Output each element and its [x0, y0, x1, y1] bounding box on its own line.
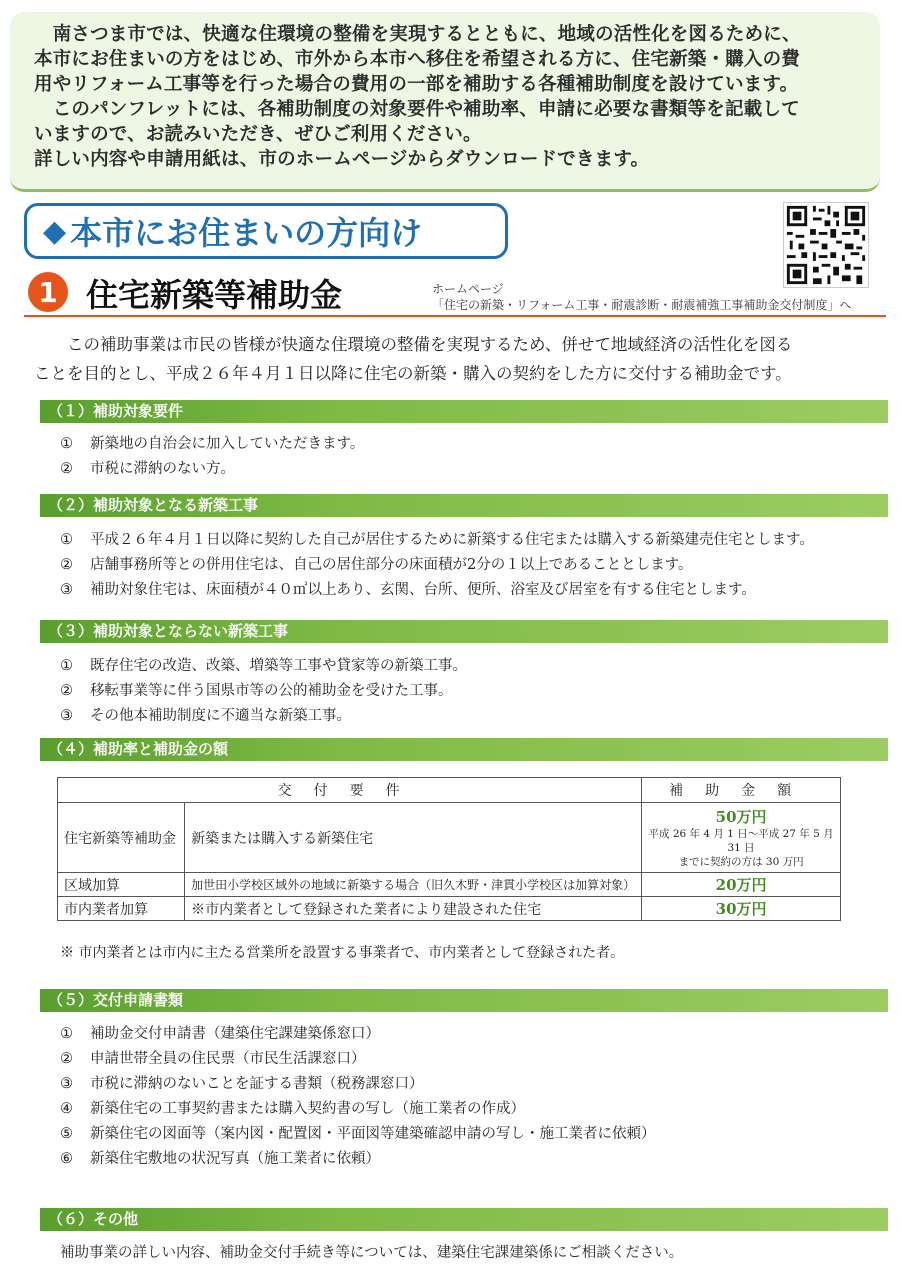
row-amount: 20万円	[642, 873, 841, 897]
row-condition: 新築または購入する新築住宅	[185, 803, 642, 873]
item-marker: ③	[60, 1076, 73, 1092]
table-row	[58, 873, 841, 897]
item-marker: ①	[60, 436, 73, 452]
section-bar-other: （６）その他	[40, 1208, 888, 1231]
list-item	[60, 1124, 656, 1144]
list-item	[60, 530, 814, 550]
list-item	[60, 1099, 525, 1119]
diamond-icon: ◆	[43, 213, 67, 249]
list-item	[60, 1074, 424, 1094]
row-name: 住宅新築等補助金	[58, 803, 185, 873]
list-item	[60, 434, 364, 454]
item-text: その他本補助制度に不適当な新築工事。	[90, 708, 351, 724]
item-marker: ②	[60, 683, 73, 699]
intro-line: 用やリフォーム工事等を行った場合の費用の一部を補助する各種補助制度を設けています。	[34, 74, 799, 95]
item-text: 新築住宅敷地の状況写真（施工業者に依頼）	[90, 1151, 380, 1167]
row-amount: 30万円	[642, 897, 841, 921]
item-marker: ①	[60, 658, 73, 674]
row-name: 市内業者加算	[58, 897, 185, 921]
list-item	[60, 580, 756, 600]
intro-line: このパンフレットには、各補助制度の対象要件や補助率、申請に必要な書類等を記載して	[34, 99, 800, 120]
item-marker: ①	[60, 532, 73, 548]
table-header-amount: 補助金額	[642, 778, 841, 803]
audience-banner	[24, 203, 508, 259]
table-row	[58, 897, 841, 921]
item-marker: ②	[60, 1051, 73, 1067]
homepage-path: 「住宅の新築・リフォーム工事・耐震診断・耐震補強工事補助金交付制度」へ	[432, 298, 852, 312]
closing-text: 補助事業の詳しい内容、補助金交付手続き等については、建築住宅課建築係にご相談ください。	[60, 1245, 684, 1261]
section-bar-grant-amount: （４）補助率と補助金の額	[40, 738, 888, 761]
lead-line: ことを目的とし、平成２６年４月１日以降に住宅の新築・購入の契約をした方に交付する補助金です。	[34, 364, 792, 383]
audience-label: 本市にお住まいの方向け	[70, 214, 423, 252]
table-row	[58, 803, 841, 873]
row-amount: 50万円	[715, 808, 767, 826]
row-condition: ※市内業者として登録された業者により建設された住宅	[185, 897, 642, 921]
table-header-conditions: 交付要件	[58, 778, 642, 803]
item-marker: ③	[60, 582, 73, 598]
list-item	[60, 681, 453, 701]
item-marker: ②	[60, 461, 73, 477]
item-marker: ⑥	[60, 1151, 73, 1167]
row-amount-cell	[642, 803, 841, 873]
item-text: 新築住宅の工事契約書または購入契約書の写し（施工業者の作成）	[90, 1101, 525, 1117]
amount-note: までに契約の方は 30 万円	[678, 856, 804, 868]
page-title: 住宅新築等補助金	[86, 276, 343, 314]
item-marker: ④	[60, 1101, 73, 1117]
list-item	[60, 1049, 366, 1069]
lead-line: この補助事業は市民の皆様が快適な住環境の整備を実現するため、併せて地域経済の活性化を図る	[34, 335, 793, 354]
item-text: 既存住宅の改造、改築、増築等工事や貸家等の新築工事。	[90, 658, 467, 674]
item-text: 補助対象住宅は、床面積が４０㎡以上あり、玄関、台所、便所、浴室及び居室を有する住宅とします。	[90, 582, 756, 598]
table-footnote: ※ 市内業者とは市内に主たる営業所を設置する事業者で、市内業者として登録された者。	[60, 945, 625, 961]
item-text: 新築住宅の図面等（案内図・配置図・平面図等建築確認申請の写し・施工業者に依頼）	[90, 1126, 656, 1142]
intro-box	[10, 12, 880, 192]
section-number: 1	[28, 272, 68, 312]
intro-line: 南さつま市では、快適な住環境の整備を実現するとともに、地域の活性化を図るために、	[34, 24, 801, 45]
section-bar-application-documents: （５）交付申請書類	[40, 989, 888, 1012]
item-text: 新築地の自治会に加入していただきます。	[90, 436, 365, 452]
item-text: 市税に滞納のない方。	[90, 461, 235, 477]
list-item	[60, 459, 235, 479]
item-text: 平成２６年４月１日以降に契約した自己が居住するために新築する住宅または購入する新築建売住宅とします。	[90, 532, 814, 548]
lead-paragraph	[34, 330, 884, 388]
table-header-row	[58, 778, 841, 803]
grant-table	[57, 777, 841, 921]
section-bar-excluded-works: （３）補助対象とならない新築工事	[40, 620, 888, 643]
row-name: 区域加算	[58, 873, 185, 897]
homepage-label: ホームページ	[432, 282, 504, 296]
list-item	[60, 706, 351, 726]
heading-divider	[24, 315, 886, 317]
item-text: 移転事業等に伴う国県市等の公的補助金を受けた工事。	[90, 683, 453, 699]
row-condition: 加世田小学校区域外の地域に新築する場合（旧久木野・津貫小学校区は加算対象）	[185, 873, 642, 897]
item-text: 店舗事務所等との併用住宅は、自己の居住部分の床面積が2分の１以上であることとします。	[90, 557, 693, 573]
list-item	[60, 1024, 380, 1044]
intro-line: 詳しい内容や申請用紙は、市のホームページからダウンロードできます。	[34, 149, 650, 170]
item-marker: ②	[60, 557, 73, 573]
section-bar-covered-works: （２）補助対象となる新築工事	[40, 494, 888, 517]
list-item	[60, 656, 467, 676]
amount-note: 平成 26 年 4 月 1 日〜平成 27 年 5 月 31 日	[648, 828, 834, 854]
intro-line: いますので、お読みいただき、ぜひご利用ください。	[34, 124, 482, 145]
list-item	[60, 1149, 380, 1169]
item-marker: ①	[60, 1026, 73, 1042]
item-marker: ③	[60, 708, 73, 724]
list-item	[60, 555, 693, 575]
item-marker: ⑤	[60, 1126, 73, 1142]
item-text: 補助金交付申請書（建築住宅課建築係窓口）	[90, 1026, 380, 1042]
item-text: 市税に滞納のないことを証する書類（税務課窓口）	[90, 1076, 424, 1092]
section-bar-eligibility: （１）補助対象要件	[40, 400, 888, 423]
item-text: 申請世帯全員の住民票（市民生活課窓口）	[90, 1051, 366, 1067]
intro-line: 本市にお住まいの方をはじめ、市外から本市へ移住を希望される方に、住宅新築・購入の費	[34, 49, 800, 70]
